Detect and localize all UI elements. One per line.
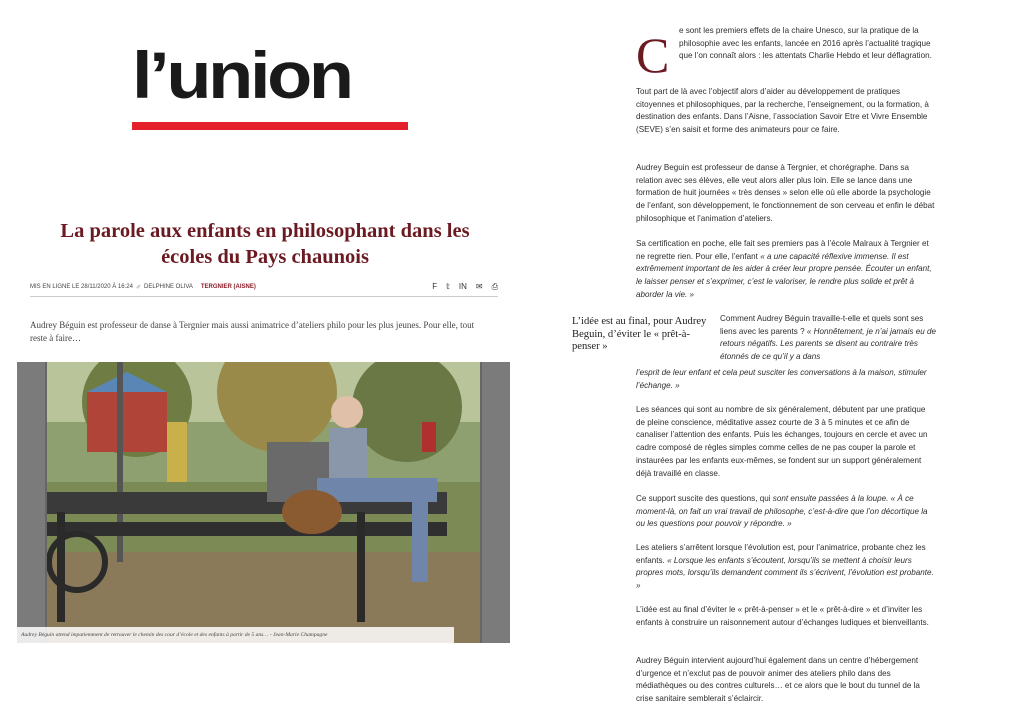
paragraph-5-text: Comment Audrey Béguin travaille-t-elle et quels sont ses liens avec les parents ? [720, 314, 924, 336]
mail-icon[interactable]: ✉ [475, 282, 483, 291]
paragraph-5-quote-end: l’esprit de leur enfant et cela peut susciter les conversations à la maison, stimuler l’échange. » [636, 368, 927, 390]
paragraph-9: L’idée est au final d’éviter le « prêt-à-penser » et le « prêt-à-dire » et d’inviter les enfants à construire un raisonnement autour d’échanges ludiques et bienveillants. [636, 605, 929, 627]
paragraph-5-continued [636, 367, 936, 392]
pull-quote: L’idée est au final, pour Audrey Beguin, d’éviter le « prêt-à-penser » [572, 316, 707, 352]
edit-icon: ✐ [135, 284, 141, 291]
linkedin-icon[interactable]: IN [458, 282, 467, 291]
paragraph-3: Audrey Beguin est professeur de danse à Tergnier, et chorégraphe. Dans sa relation avec ses élèves, elle veut alors aller plus loin. Elle se lance dans une formation de huit journées « très denses » selon elle où elle aborde la psychologie de l’enfant, son développement, le fonctionnement de son cerveau et enfin le débat philosophique et l’animation d’ateliers. [636, 163, 935, 223]
article-meta [30, 280, 498, 294]
paragraph-4-quote: « a une capacité réflexive immense. Il est extrêmement important de les aider à créer leur propre pensée. Écouter un enfant, le laisser penser et s’exprimer, c’est le valoriser, le rendre plus solide et prêt à aborder la vie. » [636, 251, 932, 299]
newspaper-logo [132, 38, 408, 131]
article-headline: La parole aux enfants en philosophant dans les écoles du Pays chaunois [60, 220, 470, 268]
article-lead: Audrey Béguin est professeur de danse à Tergnier mais aussi animatrice d’ateliers philo pour les plus jeunes. Pour elle, tout reste à faire… [30, 320, 475, 343]
paragraph-8-quote: « Lorsque les enfants s’écoutent, lorsqu’ils se mettent à choisir leurs propres mots, lorsqu’ils demandent comment ils s’écrivent, l’évolution est probante. » [636, 555, 934, 591]
share-icons [432, 282, 498, 292]
paragraph-5-quote: « Honnêtement, je n’ai jamais eu de retours négatifs. Les parents se disent au contraire très étonnés de ce qu’il y a dans [720, 326, 936, 362]
paragraph-2: Tout part de là avec l’objectif alors d’aider au développement de pratiques citoyennes et philosophiques, par la recherche, l’enseignement, ou la formation, à destination des enfants. Dans l’Aisne, l’association Savoir Etre et Vivre Ensemble (SEVE) s’en saisit et forme des animateurs pour ce faire. [636, 87, 929, 135]
photo-illustration [17, 362, 510, 643]
article-photo [17, 362, 510, 643]
paragraph-7-text: Ce support suscite des questions, qui [636, 494, 773, 503]
logo-red-bar [132, 122, 408, 130]
publish-date: MIS EN LIGNE LE 28/11/2020 À 16:24 [30, 284, 133, 290]
paragraph-8 [636, 542, 936, 593]
print-icon[interactable]: ⎙ [491, 282, 498, 291]
paragraph-5 [720, 313, 936, 364]
paragraph-1: e sont les premiers effets de la chaire Unesco, sur la pratique de la philosophie avec les enfants, lancée en 2016 après l’actualité tragique que l’on connaît alors : les attentats Charlie Hebdo et leur déflagration. [679, 26, 932, 61]
paragraph-4 [636, 238, 936, 302]
paragraph-10: Audrey Béguin intervient aujourd’hui également dans un centre d’hébergement d’urgence et n’exclut pas de pouvoir animer des ateliers philo dans des médiathèques ou des contres culturels… et ce alors que le bout du tunnel de la crise sanitaire semblerait s’éclaircir. [636, 656, 920, 704]
paragraph-8-text: Les ateliers s’arrêtent lorsque l’évolution est, pour l’animatrice, probante chez les enfants. [636, 543, 926, 565]
twitter-icon[interactable]: 𝕥 [446, 282, 450, 291]
author-name[interactable]: DELPHINE OLIVA [143, 284, 193, 290]
facebook-icon[interactable]: F [432, 282, 438, 291]
photo-caption: Audrey Béguin attend impatiemment de retrouver le chemin des cour d’école et des enfants à partir de 5 ans… - Jean-Marie Champagne [17, 627, 454, 643]
drop-cap: C [636, 27, 670, 83]
logo-wordmark: l’union [132, 38, 351, 112]
paragraph-6: Les séances qui sont au nombre de six généralement, débutent par une pratique de pleine conscience, méditative assez courte de 3 à 5 minutes et ce afin de canaliser l’attention des enfants. Puis les échanges, toujours en cercle et avec un cadre composé de règles simples comme celles de ne pas couper la parole et instaurées par les enfants eux-mêmes, se fondent sur un support généralement déjà travaillé en classe. [636, 405, 928, 478]
meta-divider [30, 296, 498, 297]
article-place[interactable]: TERGNIER (AISNE) [200, 284, 256, 290]
paragraph-7 [636, 493, 936, 531]
paragraph-4-text: Sa certification en poche, elle fait ses premiers pas à l’école Malraux à Tergnier et ne regrette rien. Pour elle, l’enfant [636, 239, 929, 261]
paragraph-7-quote: sont ensuite passées à la loupe. « À ce moment-là, on fait un vrai travail de philosophe, c’est-à-dire que l’on décortique la ou les questions pour pouvoir y répondre. » [636, 494, 928, 529]
